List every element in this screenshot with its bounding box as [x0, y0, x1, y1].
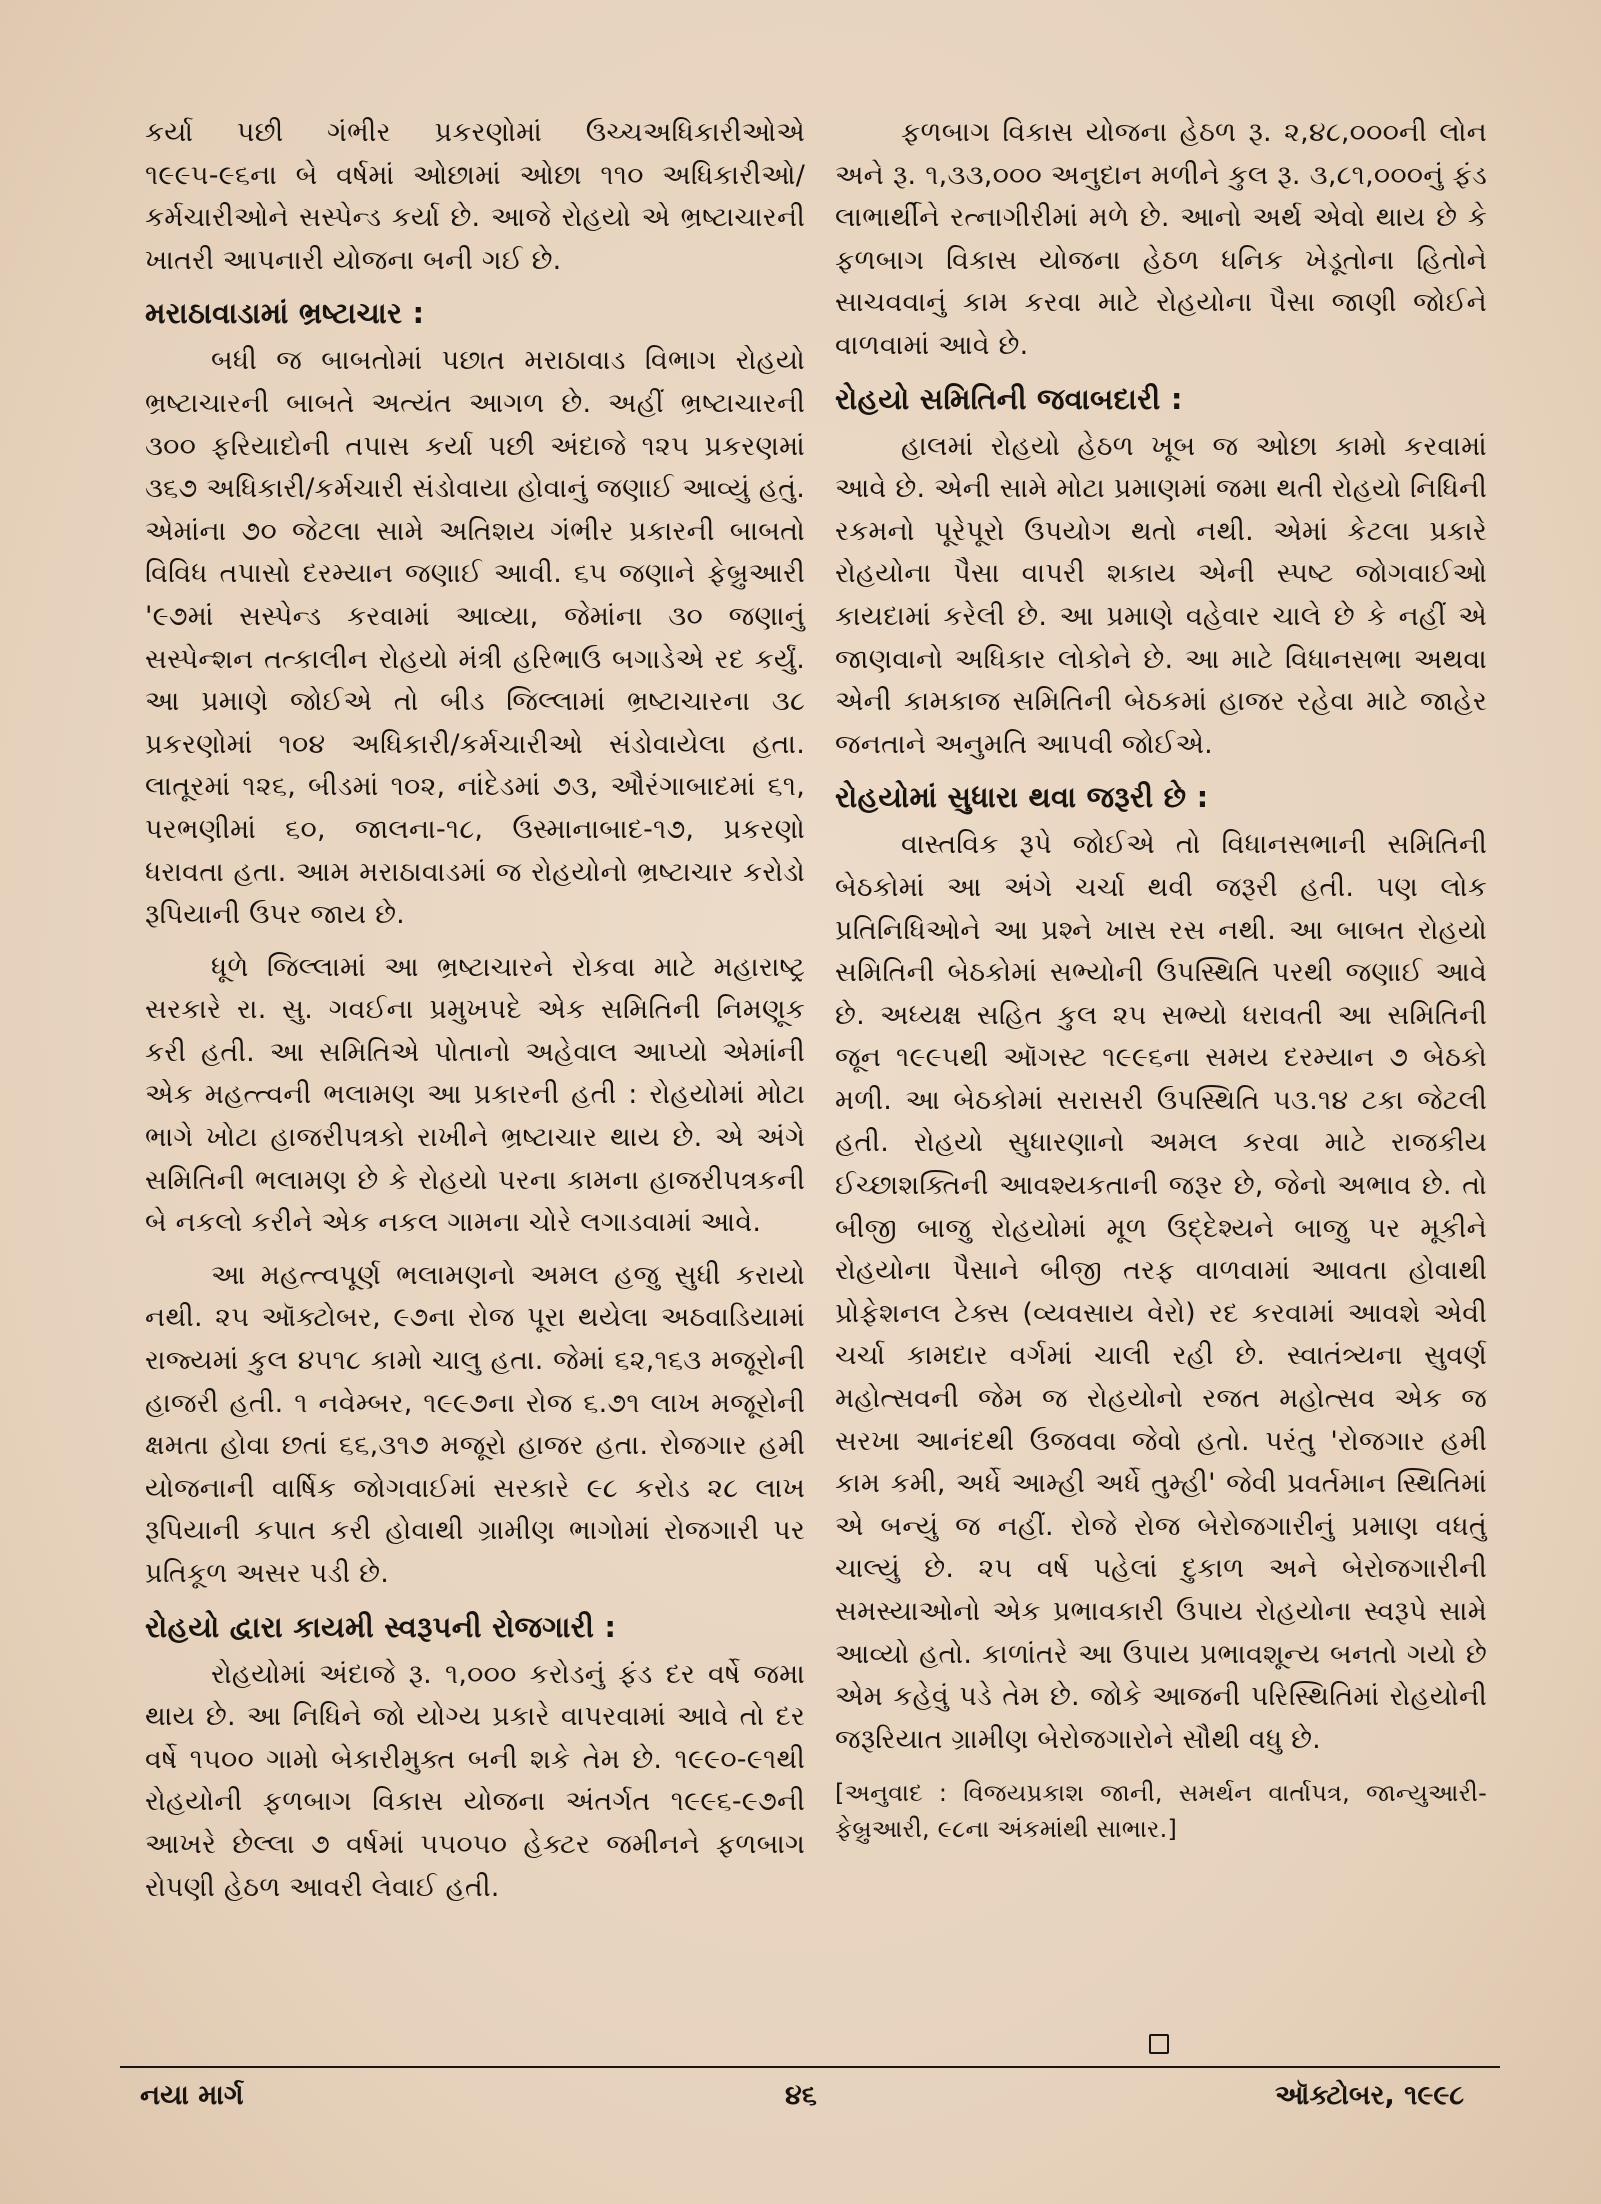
issue-date: ઑક્ટોબર, ૧૯૯૮	[1275, 2080, 1465, 2111]
translation-credit: [અનુવાદ : વિજયપ્રકાશ જાની, સમર્થન વાર્તાપત્ર, જાન્યુઆરી-ફેબ્રુઆરી, ૯૮ના અંકમાંથી સાભાર.]	[835, 1779, 1487, 1844]
left-column	[145, 112, 805, 1909]
paragraph: ધૂળે જિલ્લામાં આ ભ્રષ્ટાચારને રોકવા માટે મહારાષ્ટ્ર સરકારે રા. સુ. ગવઈના પ્રમુખપદે એક સમિતિની નિમણૂક કરી હતી. આ સમિતિએ પોતાનો અહેવાલ આપ્યો એમાંની એક મહત્ત્વની ભલામણ આ પ્રકારની હતી : રોહયોમાં મોટા ભાગે ખોટા હાજરીપત્રકો રાખીને ભ્રષ્ટાચાર થાય છે. એ અંગે સમિતિની ભલામણ છે કે રોહયો પરના કામના હાજરીપત્રકની બે નકલો કરીને એક નકલ ગામના ચોરે લગાડવામાં આવે.	[145, 951, 805, 1239]
paragraph: રોહયોમાં અંદાજે રૂ. ૧,૦૦૦ કરોડનું ફંડ દર વર્ષે જમા થાય છે. આ નિધિને જો યોગ્ય પ્રકારે વાપરવામાં આવે તો દર વર્ષે ૧૫૦૦ ગામો બેકારીમુક્ત બની શકે તેમ છે. ૧૯૯૦-૯૧થી રોહયોની ફળબાગ વિકાસ યોજના અંતર્ગત ૧૯૯૬-૯૭ની આખરે છેલ્લા ૭ વર્ષમાં ૫૫૦૫૦ હેક્ટર જમીનને ફળબાગ રોપણી હેઠળ આવરી લેવાઈ હતી.	[145, 1658, 805, 1903]
section-heading: મરાઠાવાડામાં ભ્રષ્ટાચાર :	[145, 296, 425, 331]
end-of-article-mark	[1149, 2034, 1169, 2054]
paragraph: કર્યા પછી ગંભીર પ્રકરણોમાં ઉચ્ચઅધિકારીઓએ ૧૯૯૫-૯૬ના બે વર્ષમાં ઓછામાં ઓછા ૧૧૦ અધિકારીઓ/કર્મચારીઓને સસ્પેન્ડ કર્યા છે. આજે રોહયો એ ભ્રષ્ટાચારની ખાતરી આપનારી યોજના બની ગઈ છે.	[145, 117, 805, 276]
publication-name: નયા માર્ગ	[140, 2080, 244, 2111]
paragraph: વાસ્તવિક રૂપે જોઈએ તો વિધાનસભાની સમિતિની બેઠકોમાં આ અંગે ચર્ચા થવી જરૂરી હતી. પણ લોક પ્રતિનિધિઓને આ પ્રશ્ને ખાસ રસ નથી. આ બાબત રોહયો સમિતિની બેઠકોમાં સભ્યોની ઉપસ્થિતિ પરથી જણાઈ આવે છે. અધ્યક્ષ સહિત કુલ ૨૫ સભ્યો ધરાવતી આ સમિતિની જૂન ૧૯૯૫થી ઑગસ્ટ ૧૯૯૬ના સમય દરમ્યાન ૭ બેઠકો મળી. આ બેઠકોમાં સરાસરી ઉપસ્થિતિ ૫૩.૧૪ ટકા જેટલી હતી. રોહયો સુધારણાનો અમલ કરવા માટે રાજકીય ઈચ્છાશક્તિની આવશ્યકતાની જરૂર છે, જેનો અભાવ છે. તો બીજી બાજુ રોહયોમાં મૂળ ઉદ્દેશ્યને બાજુ પર મૂકીને રોહયોના પૈસાને બીજી તરફ વાળવામાં આવતા હોવાથી પ્રોફેશનલ ટેક્સ (વ્યવસાય વેરો) રદ કરવામાં આવશે એવી ચર્ચા કામદાર વર્ગમાં ચાલી રહી છે. સ્વાતંત્ર્યના સુવર્ણ મહોત્સવની જેમ જ રોહયોનો રજત મહોત્સવ એક જ સરખા આનંદથી ઉજવવા જેવો હતો. પરંતુ 'રોજગાર હમી કામ કમી, અર્ધે આમ્હી અર્ધે તુમ્હી' જેવી પ્રવર્તમાન સ્થિતિમાં એ બન્યું જ નહીં. રોજે રોજ બેરોજગારીનું પ્રમાણ વધતું ચાલ્યું છે. ૨૫ વર્ષ પહેલાં દુકાળ અને બેરોજગારીની સમસ્યાઓનો એક પ્રભાવકારી ઉપાય રોહયોના સ્વરૂપે સામે આવ્યો હતો. કાળાંતરે આ ઉપાય પ્રભાવશૂન્ય બનતો ગયો છે એમ કહેવું પડે તેમ છે. જોકે આજની પરિસ્થિતિમાં રોહયોની જરૂરિયાત ગ્રામીણ બેરોજગારોને સૌથી વધુ છે.	[835, 829, 1487, 1755]
paragraph: હાલમાં રોહયો હેઠળ ખૂબ જ ઓછા કામો કરવામાં આવે છે. એની સામે મોટા પ્રમાણમાં જમા થતી રોહયો નિધિની રકમનો પૂરેપૂરો ઉપયોગ થતો નથી. એમાં કેટલા પ્રકારે રોહયોના પૈસા વાપરી શકાય એની સ્પષ્ટ જોગવાઈઓ કાયદામાં કરેલી છે. આ પ્રમાણે વહેવાર ચાલે છે કે નહીં એ જાણવાનો અધિકાર લોકોને છે. આ માટે વિધાનસભા અથવા એની કામકાજ સમિતિની બેઠકમાં હાજર રહેવા માટે જાહેર જનતાને અનુમતિ આપવી જોઈએ.	[835, 430, 1487, 760]
section-heading: રોહયો દ્વારા કાયમી સ્વરૂપની રોજગારી :	[145, 1609, 617, 1644]
page-number: ૪૬	[785, 2080, 817, 2111]
section-heading: રોહયોમાં સુધારા થવા જરૂરી છે :	[835, 780, 1209, 815]
paragraph: આ મહત્ત્વપૂર્ણ ભલામણનો અમલ હજુ સુધી કરાયો નથી. ૨૫ ઑક્ટોબર, ૯૭ના રોજ પૂરા થયેલા અઠવાડિયામાં રાજ્યમાં કુલ ૪૫૧૮ કામો ચાલુ હતા. જેમાં ૬૨,૧૬૩ મજૂરોની હાજરી હતી. ૧ નવેમ્બર, ૧૯૯૭ના રોજ ૬.૭૧ લાખ મજૂરોની ક્ષમતા હોવા છતાં ૬૬,૩૧૭ મજૂરો હાજર હતા. રોજગાર હમી યોજનાની વાર્ષિક જોગવાઈમાં સરકારે ૯૮ કરોડ ૨૮ લાખ રૂપિયાની કપાત કરી હોવાથી ગ્રામીણ ભાગોમાં રોજગારી પર પ્રતિકૂળ અસર પડી છે.	[145, 1259, 805, 1589]
paragraph: બધી જ બાબતોમાં પછાત મરાઠાવાડ વિભાગ રોહયો ભ્રષ્ટાચારની બાબતે અત્યંત આગળ છે. અહીં ભ્રષ્ટાચારની ૩૦૦ ફરિયાદોની તપાસ કર્યા પછી અંદાજે ૧૨૫ પ્રકરણમાં ૩૬૭ અધિકારી/કર્મચારી સંડોવાયા હોવાનું જણાઈ આવ્યું હતું. એમાંના ૭૦ જેટલા સામે અતિશય ગંભીર પ્રકારની બાબતો વિવિધ તપાસો દરમ્યાન જણાઈ આવી. ૬૫ જણાને ફેબ્રુઆરી '૯૭માં સસ્પેન્ડ કરવામાં આવ્યા, જેમાંના ૩૦ જણાનું સસ્પેન્શન તત્કાલીન રોહયો મંત્રી હરિભાઉ બગાડેએ રદ કર્યું. આ પ્રમાણે જોઈએ તો બીડ જિલ્લામાં ભ્રષ્ટાચારના ૩૮ પ્રકરણોમાં ૧૦૪ અધિકારી/કર્મચારીઓ સંડોવાયેલા હતા. લાતૂરમાં ૧૨૬, બીડમાં ૧૦૨, નાંદેડમાં ૭૩, ઔરંગાબાદમાં ૬૧, પરભણીમાં ૬૦, જાલના-૧૮, ઉસ્માનાબાદ-૧૭, પ્રકરણો ધરાવતા હતા. આમ મરાઠાવાડમાં જ રોહયોનો ભ્રષ્ટાચાર કરોડો રૂપિયાની ઉપર જાય છે.	[145, 345, 805, 931]
paragraph: ફળબાગ વિકાસ યોજના હેઠળ રૂ. ૨,૪૮,૦૦૦ની લોન અને રૂ. ૧,૩૩,૦૦૦ અનુદાન મળીને કુલ રૂ. ૩,૮૧,૦૦૦નું ફંડ લાભાર્થીને રત્નાગીરીમાં મળે છે. આનો અર્થ એવો થાય છે કે ફળબાગ વિકાસ યોજના હેઠળ ધનિક ખેડૂતોના હિતોને સાચવવાનું કામ કરવા માટે રોહયોના પૈસા જાણી જોઈને વાળવામાં આવે છે.	[835, 117, 1487, 361]
footer-divider	[120, 2066, 1500, 2068]
section-heading: રોહયો સમિતિની જવાબદારી :	[835, 381, 1183, 416]
right-column	[835, 112, 1487, 1847]
